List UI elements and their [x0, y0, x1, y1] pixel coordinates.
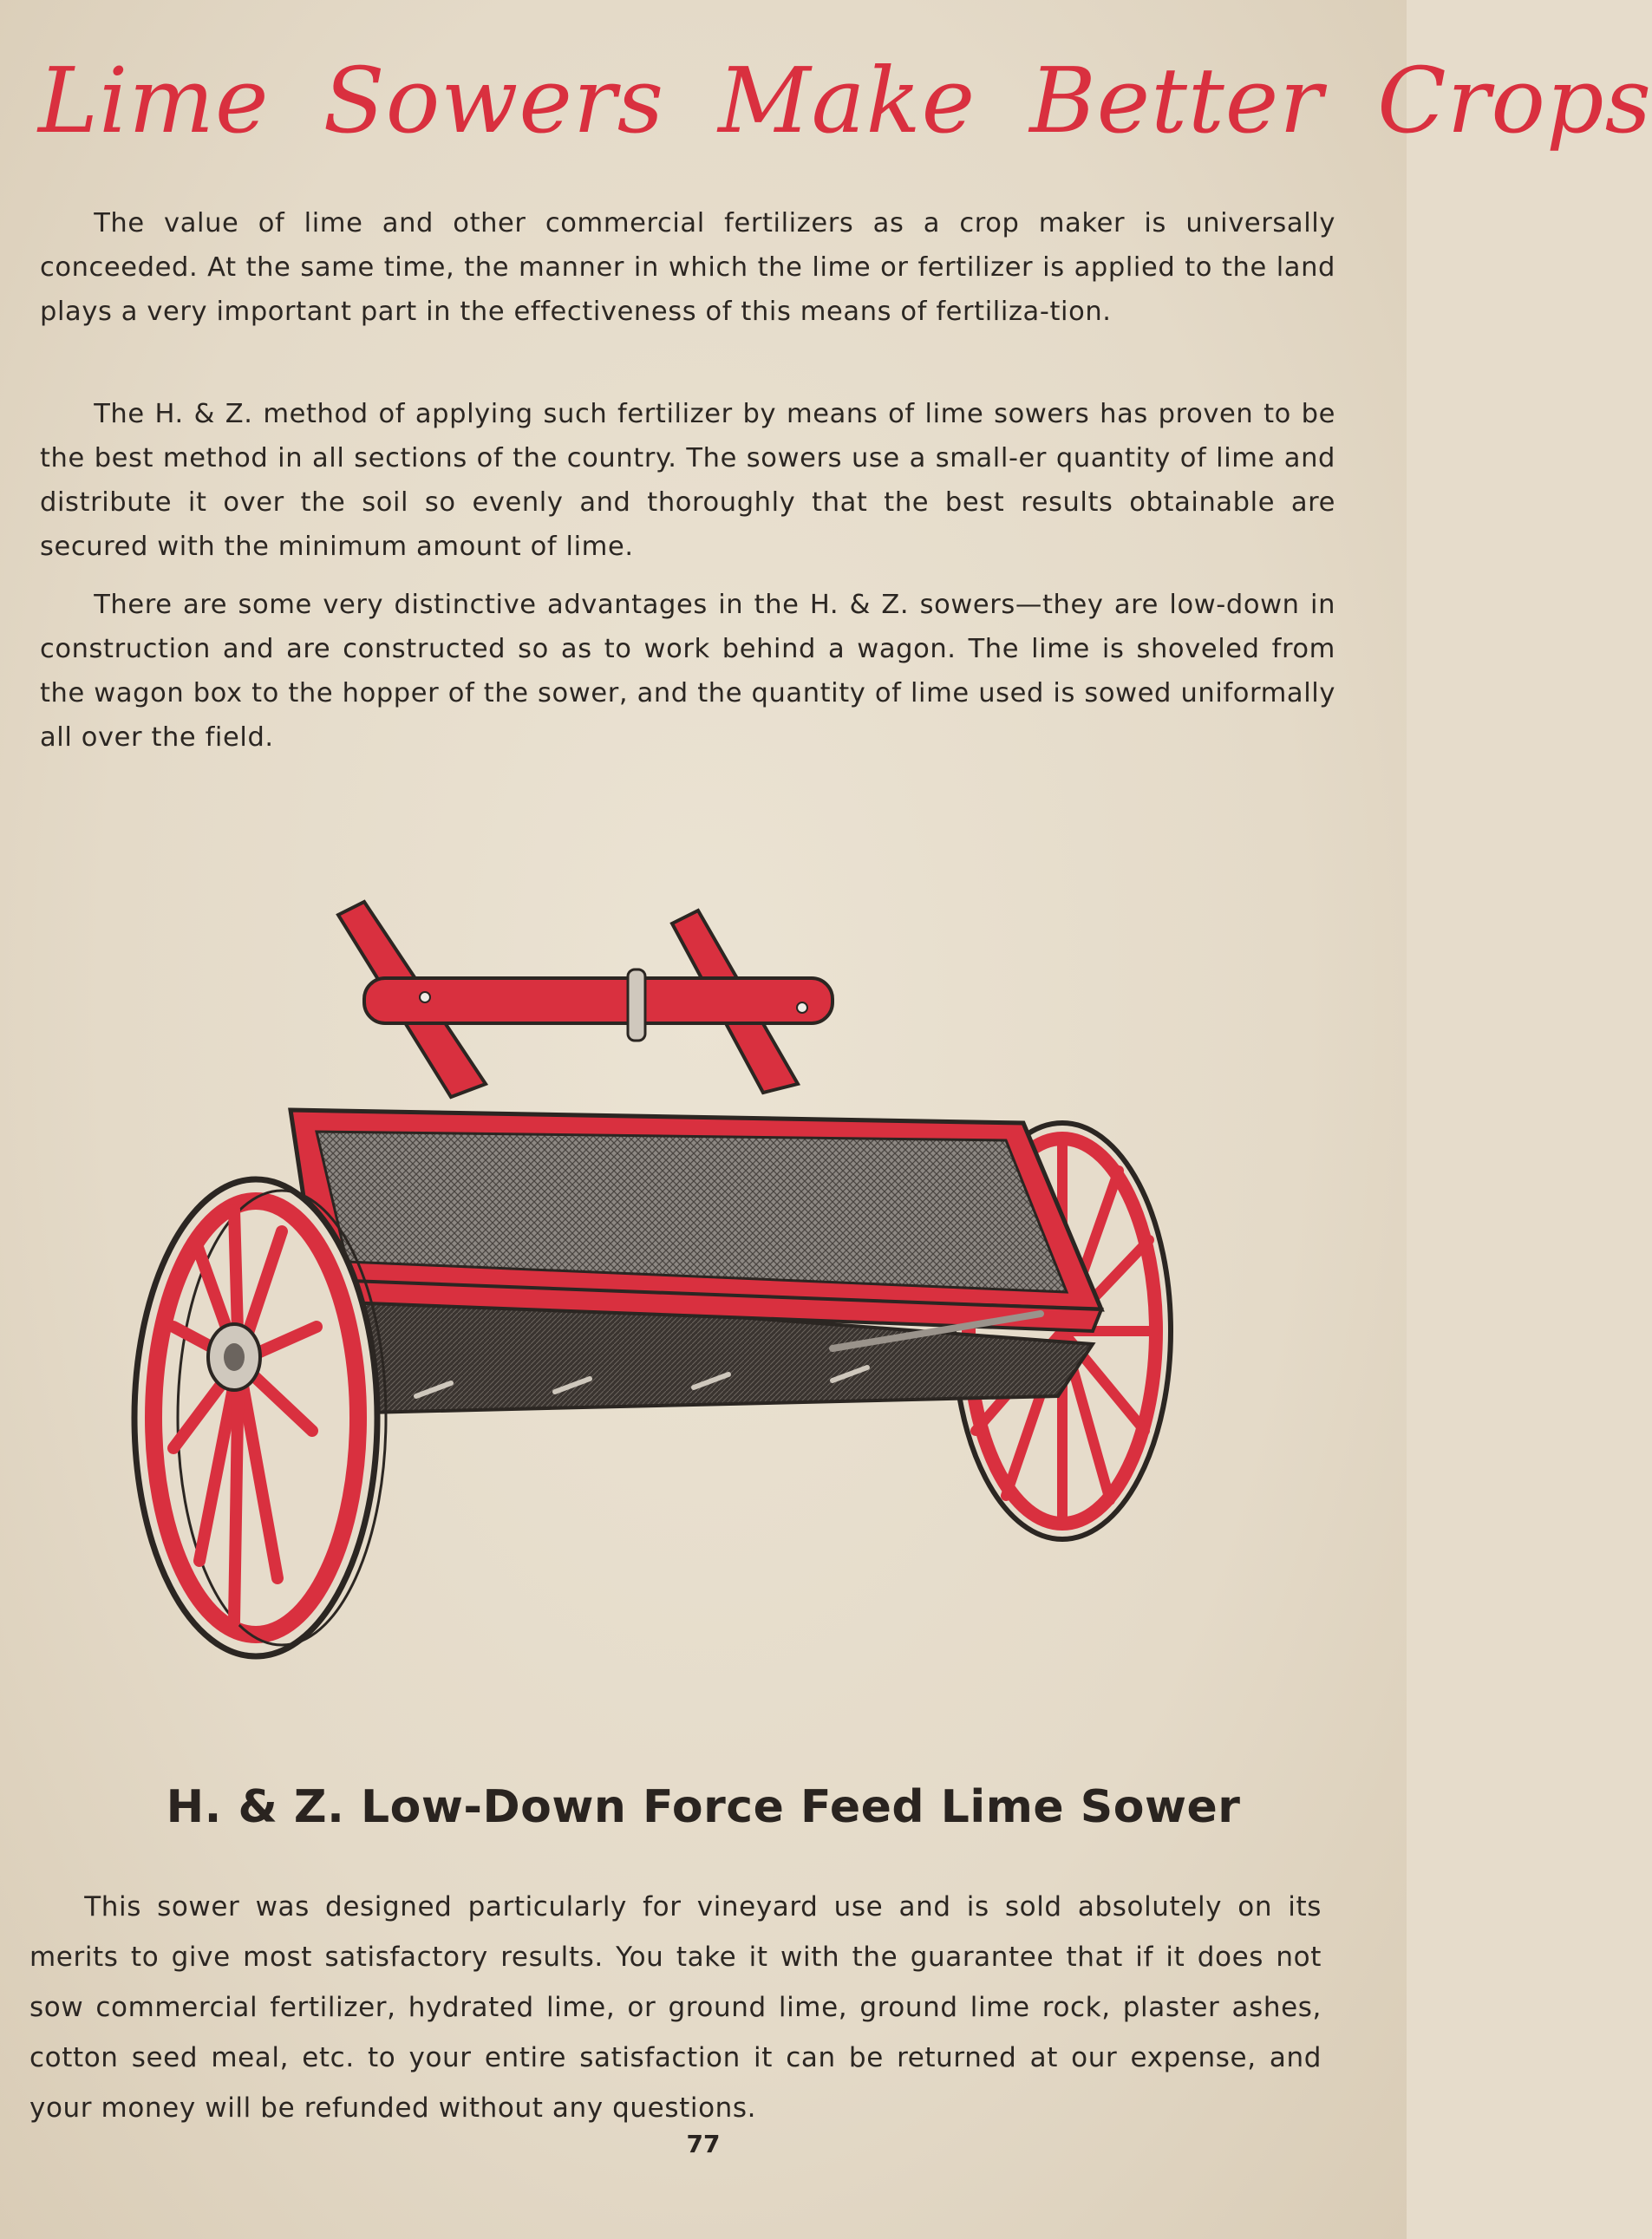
intro-paragraph-1: The value of lime and other commercial fertilizers as a crop maker is universally conceeded. At the same time, the manner in which the lime or fertilizer is applied to the land plays a very important part in the effectiveness of this means of fertiliza-tion. [40, 208, 1335, 327]
page-title: Lime Sowers Make Better Crops [38, 48, 1652, 153]
intro-paragraph-3: There are some very distinctive advantages in the H. & Z. sowers—they are low-down in construction and are constructed so as to work behind a wagon. The lime is shoveled from the wagon box to the hopper of the sower, and the quantity of lime used is sowed uniformally all over the field. [40, 590, 1335, 753]
page-number: 77 [686, 2130, 721, 2158]
hopper [291, 1110, 1101, 1413]
lime-sower-illustration [104, 876, 1292, 1674]
product-name: H. & Z. Low-Down Force Feed Lime Sower [166, 1781, 1241, 1833]
hitch-frame [338, 902, 833, 1097]
product-description: This sower was designed particularly for vineyard use and is sold absolutely on its merits to give most satisfactory results. You take it with the guarantee that if it does not sow commercial fertilizer, hydrated lime, or ground lime, ground lime rock, plaster ashes, cotton seed meal, etc. to your entire satisfaction it can be returned at our expense, and your money will be refunded without any questions. [29, 1891, 1322, 2124]
intro-paragraph-2: The H. & Z. method of applying such fertilizer by means of lime sowers has proven to be the best method in all sections of the country. The sowers use a small-er quantity of lime and distribute it over the soil so evenly and thoroughly that the best results obtainable are secured with the minimum amount of lime. [40, 399, 1335, 562]
